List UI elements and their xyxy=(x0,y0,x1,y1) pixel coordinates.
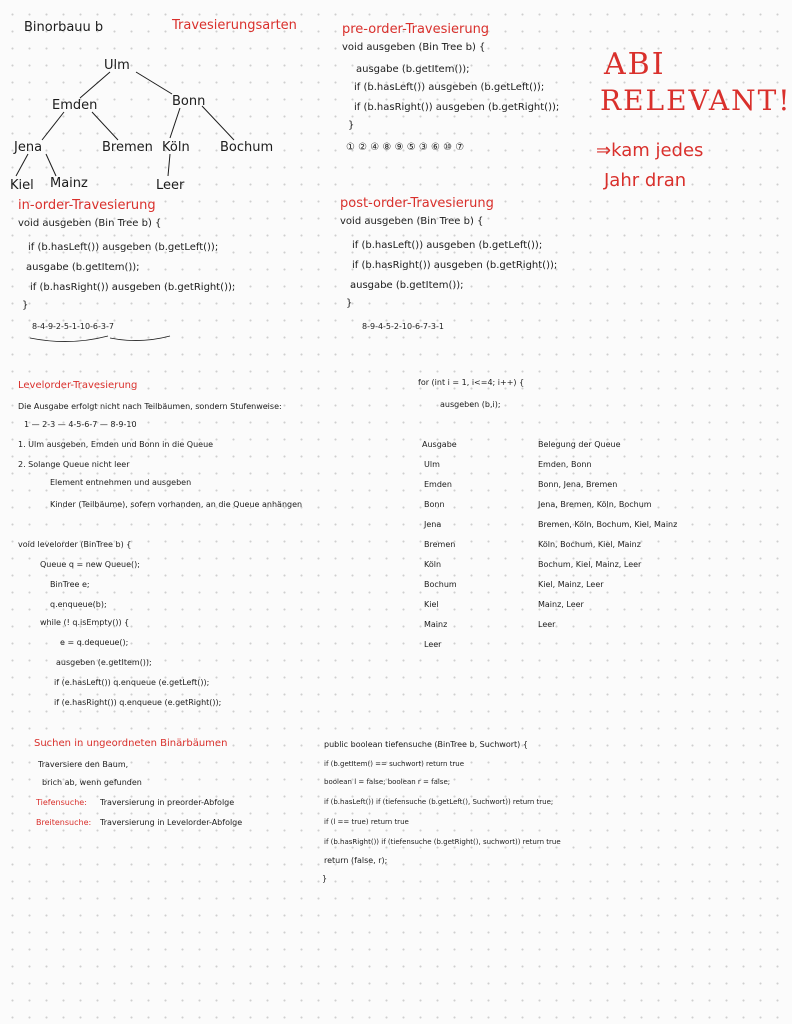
levelorder-step: 2. Solange Queue nicht leer xyxy=(18,460,130,469)
levelorder-step: Element entnehmen und ausgeben xyxy=(50,478,192,487)
tree-node-bonn: Bonn xyxy=(172,94,206,109)
table-cell-queue: Emden, Bonn xyxy=(538,460,592,469)
preorder-code-line: void ausgeben (Bin Tree b) { xyxy=(342,42,486,53)
dfs-code-line: if (b.hasRight()) if (tiefensuche (b.getRight(), suchwort)) return true xyxy=(324,838,561,846)
dfs-code-line: boolean l = false; boolean r = false; xyxy=(324,778,451,786)
levelorder-levels: 1 — 2-3 — 4-5-6-7 — 8-9-10 xyxy=(24,420,137,429)
table-header-queue: Belegung der Queue xyxy=(538,440,621,449)
table-cell-queue: Kiel, Mainz, Leer xyxy=(538,580,604,589)
search-line: Traversiere den Baum, xyxy=(38,760,129,769)
table-header-output: Ausgabe xyxy=(422,440,457,449)
search-heading: Suchen in ungeordneten Binärbäumen xyxy=(34,738,228,749)
table-cell-queue: Bochum, Kiel, Mainz, Leer xyxy=(538,560,642,569)
levelorder-intro: Die Ausgabe erfolgt nicht nach Teilbäumen, sondern Stufenweise: xyxy=(18,402,282,411)
for-loop-line: for (int i = 1, i<=4; i++) { xyxy=(418,378,525,387)
inorder-code-line: if (b.hasLeft()) ausgeben (b.getLeft()); xyxy=(28,242,219,253)
levelorder-code-line: while (! q.isEmpty()) { xyxy=(40,618,130,627)
abi-note-line2: RELEVANT! xyxy=(600,84,792,117)
table-cell-output: Ulm xyxy=(424,460,440,469)
bfs-label: Breitensuche: xyxy=(36,818,92,827)
postorder-code-line: if (b.hasLeft()) ausgeben (b.getLeft()); xyxy=(352,240,543,251)
dfs-label: Tiefensuche: xyxy=(36,798,87,807)
tree-node-bochum: Bochum xyxy=(220,140,274,155)
for-loop-body: ausgeben (b,i); xyxy=(440,400,501,409)
dfs-code-line: if (l == true) return true xyxy=(324,818,409,826)
preorder-code-line: ausgabe (b.getItem()); xyxy=(356,64,470,75)
dfs-code-line: } xyxy=(322,874,328,883)
table-cell-queue: Bonn, Jena, Bremen xyxy=(538,480,618,489)
preorder-code-line: } xyxy=(348,120,355,131)
levelorder-code-line: q.enqueue(b); xyxy=(50,600,107,609)
tree-node-kiel: Kiel xyxy=(10,178,34,193)
dfs-code-line: if (b.hasLeft()) if (tiefensuche (b.getLeft(), Suchwort)) return true; xyxy=(324,798,554,806)
levelorder-code-line: if (e.hasLeft()) q.enqueue (e.getLeft()); xyxy=(54,678,210,687)
postorder-code-line: ausgabe (b.getItem()); xyxy=(350,280,464,291)
table-cell-queue: Jena, Bremen, Köln, Bochum xyxy=(538,500,652,509)
page-title: Binorbauu b xyxy=(24,20,104,35)
inorder-code-line: if (b.hasRight()) ausgeben (b.getRight()); xyxy=(30,282,236,293)
inorder-code-line: ausgabe (b.getItem()); xyxy=(26,262,140,273)
levelorder-heading: Levelorder-Travesierung xyxy=(18,380,138,391)
tree-node-leer: Leer xyxy=(156,178,185,193)
preorder-heading: pre-order-Travesierung xyxy=(342,22,490,37)
table-cell-output: Mainz xyxy=(424,620,448,629)
dfs-text: Traversierung in preorder-Abfolge xyxy=(100,798,235,807)
table-cell-queue: Köln, Bochum, Kiel, Mainz xyxy=(538,540,641,549)
search-line: brich ab, wenn gefunden xyxy=(42,778,142,787)
levelorder-step: 1. Ulm ausgeben, Emden und Bonn in die Queue xyxy=(18,440,214,449)
dfs-code-line: if (b.getItem() == suchwort) return true xyxy=(324,760,465,768)
dfs-code-line: public boolean tiefensuche (BinTree b, Suchwort) { xyxy=(324,740,528,749)
levelorder-code-line: ausgeben (e.getItem()); xyxy=(56,658,152,667)
tree-node-root: Ulm xyxy=(104,58,130,73)
table-cell-output: Emden xyxy=(424,480,452,489)
abi-note-line4: Jahr dran xyxy=(604,170,687,191)
table-cell-output: Leer xyxy=(424,640,442,649)
table-cell-output: Bremen xyxy=(424,540,456,549)
preorder-code-line: if (b.hasRight()) ausgeben (b.getRight()); xyxy=(354,102,560,113)
preorder-code-line: if (b.hasLeft()) ausgeben (b.getLeft()); xyxy=(354,82,545,93)
tree-node-mainz: Mainz xyxy=(50,176,88,191)
postorder-code-line: if (b.hasRight()) ausgeben (b.getRight()); xyxy=(352,260,558,271)
table-cell-output: Jena xyxy=(424,520,442,529)
postorder-sequence: 8-9-4-5-2-10-6-7-3-1 xyxy=(362,322,444,331)
inorder-code-line: void ausgeben (Bin Tree b) { xyxy=(18,218,162,229)
levelorder-code-line: void levelorder (BinTree b) { xyxy=(18,540,132,549)
tree-node-bremen: Bremen xyxy=(102,140,153,155)
table-cell-queue: Bremen, Köln, Bochum, Kiel, Mainz xyxy=(538,520,678,529)
tree-node-emden: Emden xyxy=(52,98,98,113)
abi-note-line1: ABI xyxy=(604,47,666,82)
postorder-heading: post-order-Travesierung xyxy=(340,196,494,211)
dfs-code-line: return (false, r); xyxy=(324,856,388,865)
levelorder-code-line: Queue q = new Queue(); xyxy=(40,560,140,569)
table-cell-output: Kiel xyxy=(424,600,439,609)
inorder-sequence: 8-4-9-2-5-1-10-6-3-7 xyxy=(32,322,114,331)
inorder-heading: in-order-Travesierung xyxy=(18,198,156,213)
table-cell-output: Bochum xyxy=(424,580,457,589)
postorder-code-line: void ausgeben (Bin Tree b) { xyxy=(340,216,484,227)
levelorder-step: Kinder (Teilbäume), sofern vorhanden, an die Queue anhängen xyxy=(50,500,303,509)
bfs-text: Traversierung in Levelorder-Abfolge xyxy=(100,818,243,827)
table-cell-output: Köln xyxy=(424,560,442,569)
postorder-code-line: } xyxy=(346,298,353,309)
table-cell-queue: Leer xyxy=(538,620,556,629)
inorder-code-line: } xyxy=(22,300,29,311)
levelorder-code-line: e = q.dequeue(); xyxy=(60,638,129,647)
table-cell-output: Bonn xyxy=(424,500,445,509)
preorder-sequence: ① ② ④ ⑧ ⑨ ⑤ ③ ⑥ ⑩ ⑦ xyxy=(346,142,465,153)
tree-node-koeln: Köln xyxy=(162,140,190,155)
tree-node-jena: Jena xyxy=(14,140,43,155)
table-cell-queue: Mainz, Leer xyxy=(538,600,584,609)
levelorder-code-line: if (e.hasRight()) q.enqueue (e.getRight()); xyxy=(54,698,222,707)
abi-note-line3: ⇒kam jedes xyxy=(596,140,704,161)
traversal-heading: Travesierungsarten xyxy=(172,18,297,33)
levelorder-code-line: BinTree e; xyxy=(50,580,90,589)
